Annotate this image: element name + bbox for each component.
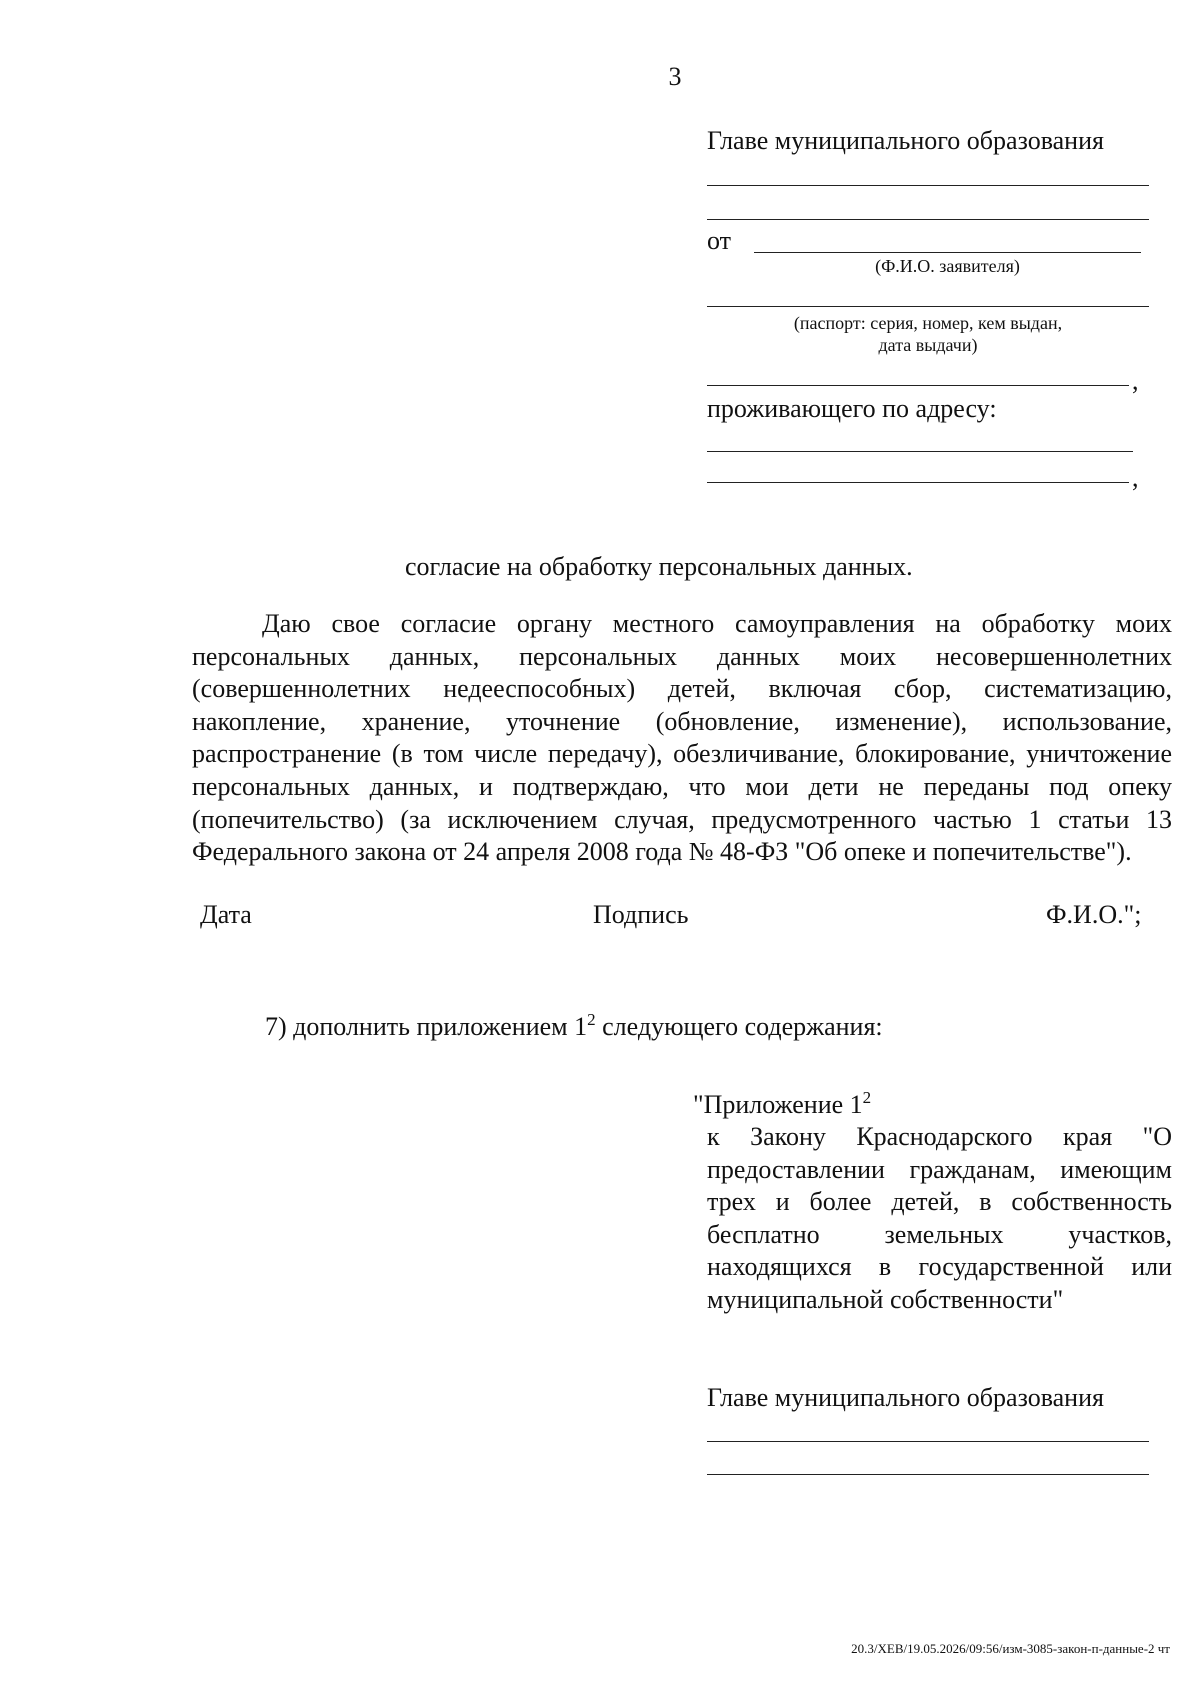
date-label: Дата: [200, 900, 252, 929]
consent-paragraph: [192, 608, 1172, 869]
appendix-title-text: "Приложение 1: [693, 1090, 863, 1119]
addressee-line-1: [707, 185, 1149, 186]
passport-caption-1: (паспорт: серия, номер, кем выдан,: [793, 313, 1063, 333]
signature-label: Подпись: [593, 900, 689, 929]
addressee-title-2: Главе муниципального образования: [707, 1383, 1104, 1412]
item-7: [265, 1012, 883, 1042]
passport-continue-line: [707, 385, 1129, 386]
fio-line: [754, 252, 1141, 253]
address-line-1: [707, 451, 1133, 452]
footer-code: 20.3/ХЕВ/19.05.2026/09:56/изм-3085-закон-п-данные-2 чт: [851, 1641, 1170, 1656]
addressee-2-line-1: [707, 1441, 1149, 1442]
item-7-sup: 2: [587, 1010, 596, 1029]
passport-caption-2: дата выдачи): [878, 335, 978, 355]
fio-label: Ф.И.О.";: [1046, 900, 1142, 929]
appendix-text: к Закону Краснодарского края "О предоставлении гражданам, имеющим трех и более детей, в собственность бесплатно земельных участков, находящихся в государственной или муниципальной собственности": [707, 1122, 1172, 1314]
consent-text: Даю свое согласие органу местного самоуправления на обработку моих персональных данных, персональных данных моих несовершеннолетних (совершеннолетних недееспособных) детей, включая сбор, систематизацию, накопление, хранение, уточнение (обновление, изменение), использование, распространение (в том числе передачу), обезличивание, блокирование, уничтожение персональных данных, и подтверждаю, что мои дети не переданы под опеку (попечительство) (за исключением случая, предусмотренного частью 1 статьи 13 Федерального закона от 24 апреля 2008 года № 48-ФЗ "Об опеке и попечительстве").: [192, 609, 1172, 867]
page-number: 3: [668, 62, 682, 91]
appendix-title-sup: 2: [862, 1088, 872, 1107]
addressee-title: Главе муниципального образования: [707, 126, 1104, 155]
from-label: от: [707, 226, 732, 255]
passport-line: [707, 306, 1149, 307]
comma-1: ,: [1132, 366, 1139, 395]
fio-caption: (Ф.И.О. заявителя): [875, 256, 1020, 276]
consent-title: согласие на обработку персональных данных.: [405, 552, 913, 581]
item-7-text-after: следующего содержания:: [595, 1012, 883, 1041]
comma-2: ,: [1132, 463, 1139, 492]
residing-label: проживающего по адресу:: [707, 394, 997, 423]
appendix-title: [693, 1090, 871, 1120]
addressee-line-2: [707, 219, 1149, 220]
item-7-text: 7) дополнить приложением 1: [265, 1012, 588, 1041]
addressee-2-line-2: [707, 1474, 1149, 1475]
address-line-2: [707, 482, 1129, 483]
